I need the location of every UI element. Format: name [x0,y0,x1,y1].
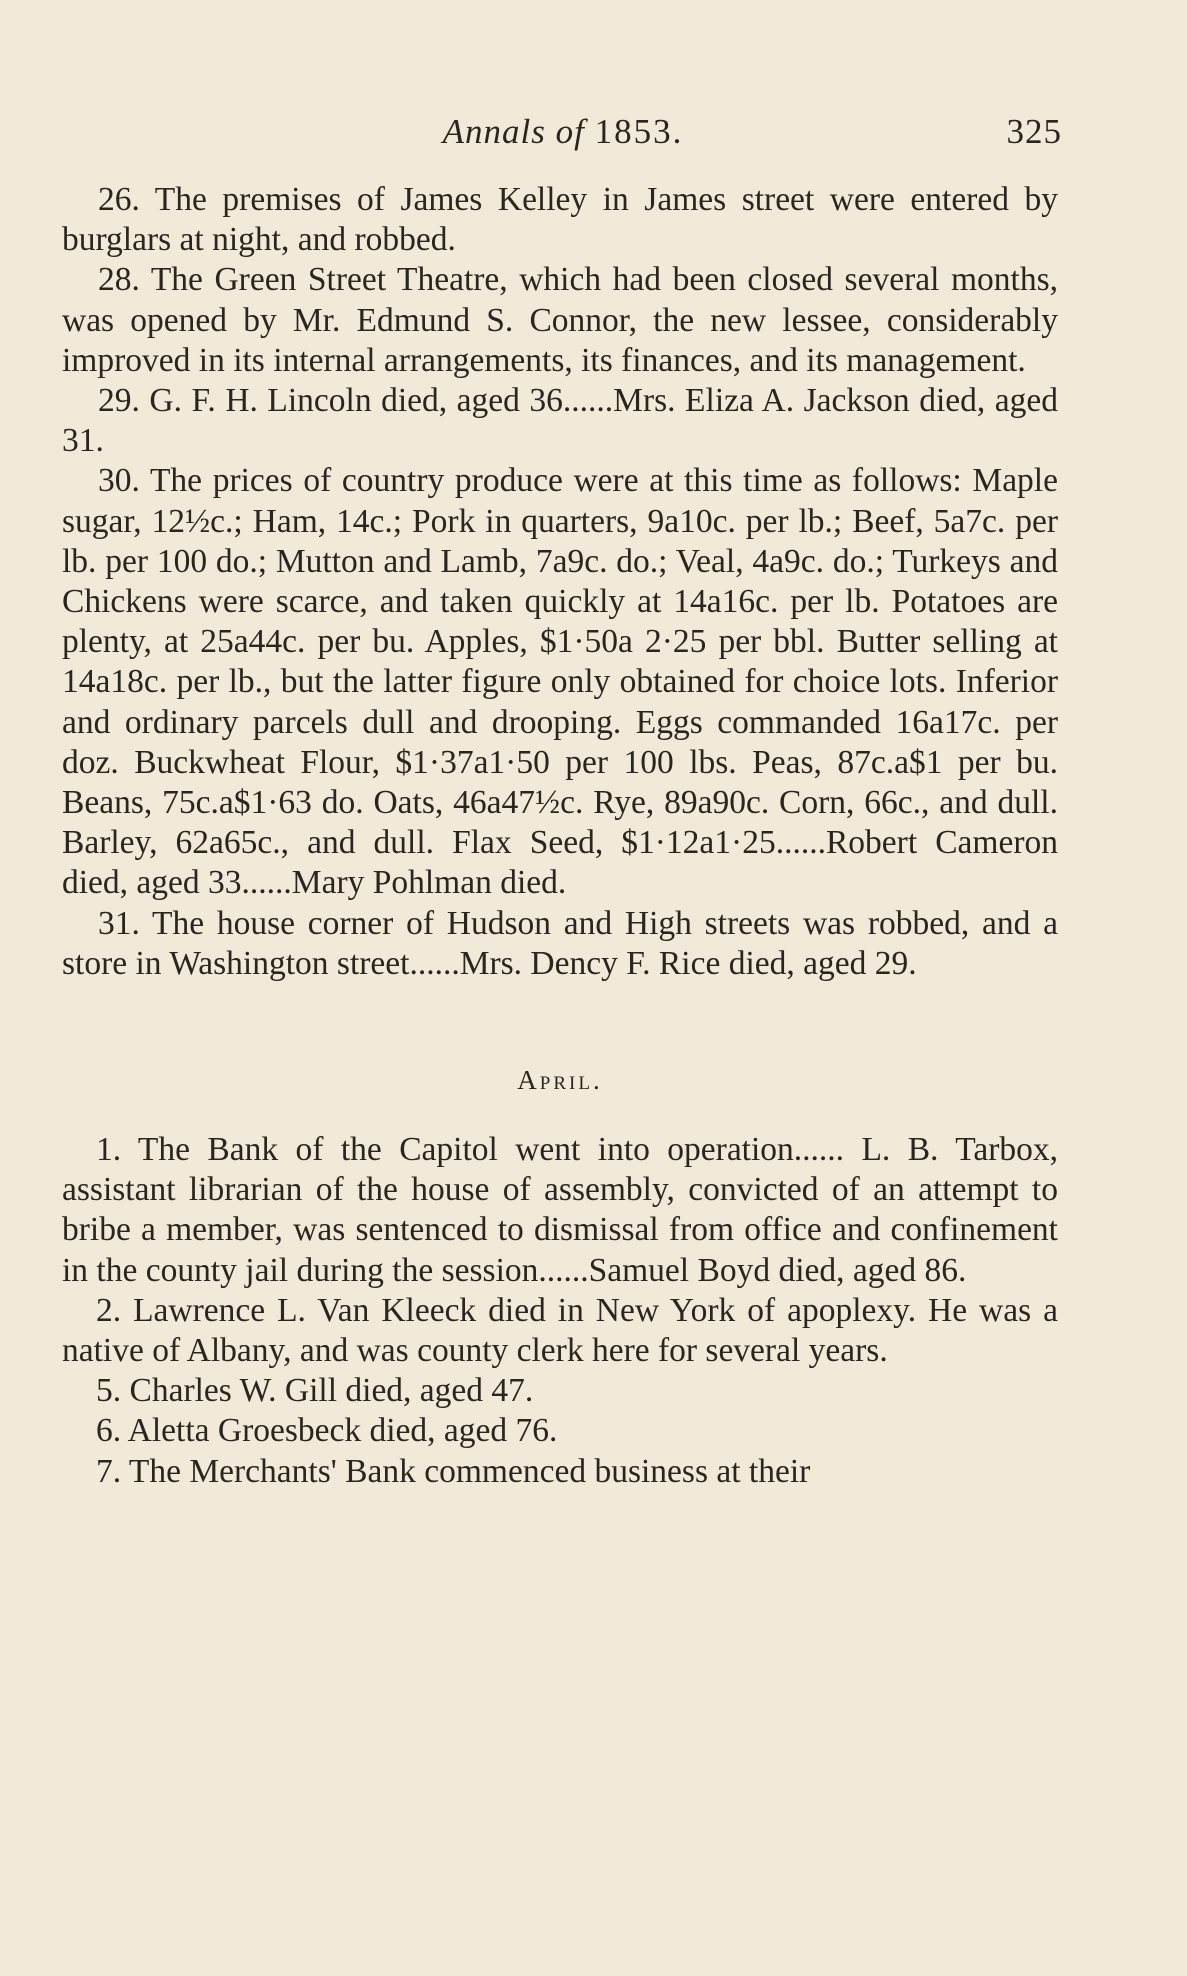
section-heading-april: April. [517,1065,603,1096]
body-text [62,180,1058,1492]
entry-april-2: 2. Lawrence L. Van Kleeck died in New York of apoplexy. He was a native of Albany, and was county clerk here for several years. [62,1291,1058,1370]
entry-march-28: 28. The Green Street Theatre, which had been closed several months, was opened by Mr. Edmund S. Connor, the new lessee, considerably improved in its internal arrangements, its finances, and its management. [62,261,1058,379]
running-head [64,112,1062,162]
running-title-year: 1853. [594,112,684,151]
entry-march-29: 29. G. F. H. Lincoln died, aged 36......Mrs. Eliza A. Jackson died, aged 31. [62,382,1058,460]
entry-april-5: 5. Charles W. Gill died, aged 47. [96,1372,534,1410]
entry-march-30: 30. The prices of country produce were at this time as follows: Maple sugar, 12½c.; Ham, 14c.; Pork in quarters, 9a10c. per lb.; Beef, 5a7c. per lb. per 100 do.; Mutton and Lamb, 7a9c. do.; Veal, 4a9c. do.; Turkeys and Chickens were scarce, and taken quickly at 14a16c. per lb. Potatoes are plenty, at 25a44c. per bu. Apples, $1·50a 2·25 per bbl. Butter selling at 14a18c. per lb., but the latter figure only obtained for choice lots. Inferior and ordinary parcels dull and drooping. Eggs commanded 16a17c. per doz. Buckwheat Flour, $1·37a1·50 per 100 lbs. Peas, 87c.a$1 per bu. Beans, 75c.a$1·63 do. Oats, 46a47½c. Rye, 89a90c. Corn, 66c., and dull. Barley, 62a65c., and dull. Flax Seed, $1·12a1·25......Robert Cameron died, aged 33......Mary Pohlman died. [62,462,1058,902]
page-number: 325 [1006,112,1062,151]
running-title [64,112,1062,152]
entry-april-6: 6. Aletta Groesbeck died, aged 76. [96,1412,558,1450]
entry-march-31: 31. The house corner of Hudson and High streets was robbed, and a store in Washington street......Mrs. Dency F. Rice died, aged 29. [62,904,1058,982]
entry-april-7: 7. The Merchants' Bank commenced business at their [96,1452,811,1490]
running-title-text: Annals of [442,112,585,151]
entry-march-26: 26. The premises of James Kelley in James street were entered by burglars at night, and robbed. [62,181,1058,259]
entry-april-1: 1. The Bank of the Capitol went into operation...... L. B. Tarbox, assistant librarian of the house of assembly, convicted of an attempt to bribe a member, was sentenced to dismissal from office and confinement in the county jail during the session......Samuel Boyd died, aged 86. [62,1131,1058,1289]
